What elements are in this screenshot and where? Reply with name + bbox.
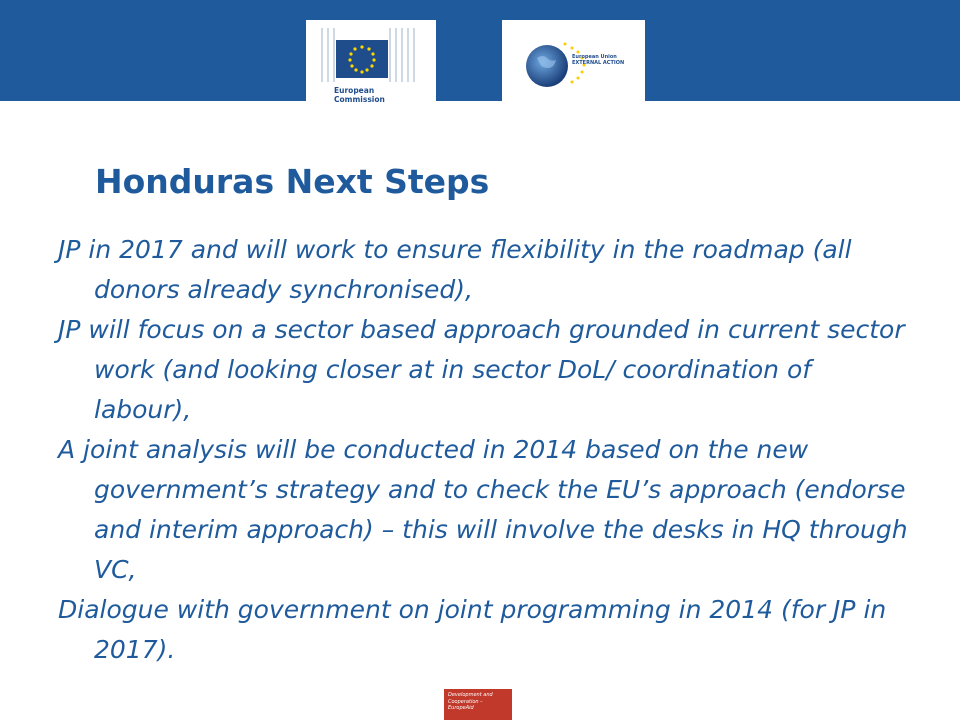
bullet-list: [58, 230, 908, 670]
header-band: [0, 0, 960, 101]
european-commission-logo: [306, 20, 436, 121]
bullet-item: A joint analysis will be conducted in 2014 based on the new government’s strategy and to check the EU’s approach (endorse and interim approach) – this will involve the desks in HQ through VC,: [58, 435, 908, 584]
bullet-item: Dialogue with government on joint programming in 2014 (for JP in 2017).: [58, 595, 887, 664]
europeaid-badge: Development and Cooperation – EuropeAid: [444, 689, 512, 720]
ec-logo-text: European Commission: [334, 86, 385, 104]
eeas-logo: [502, 20, 645, 101]
eeas-logo-text: European Union EXTERNAL ACTION: [572, 54, 625, 66]
slide-title: Honduras Next Steps: [95, 162, 490, 201]
bullet-item: JP will focus on a sector based approach grounded in current sector work (and looking closer at in sector DoL/ coordination of labour),: [58, 315, 905, 424]
bullet-item: JP in 2017 and will work to ensure flexibility in the roadmap (all donors already synchronised),: [58, 235, 852, 304]
ec-emblem-icon: [306, 20, 436, 121]
